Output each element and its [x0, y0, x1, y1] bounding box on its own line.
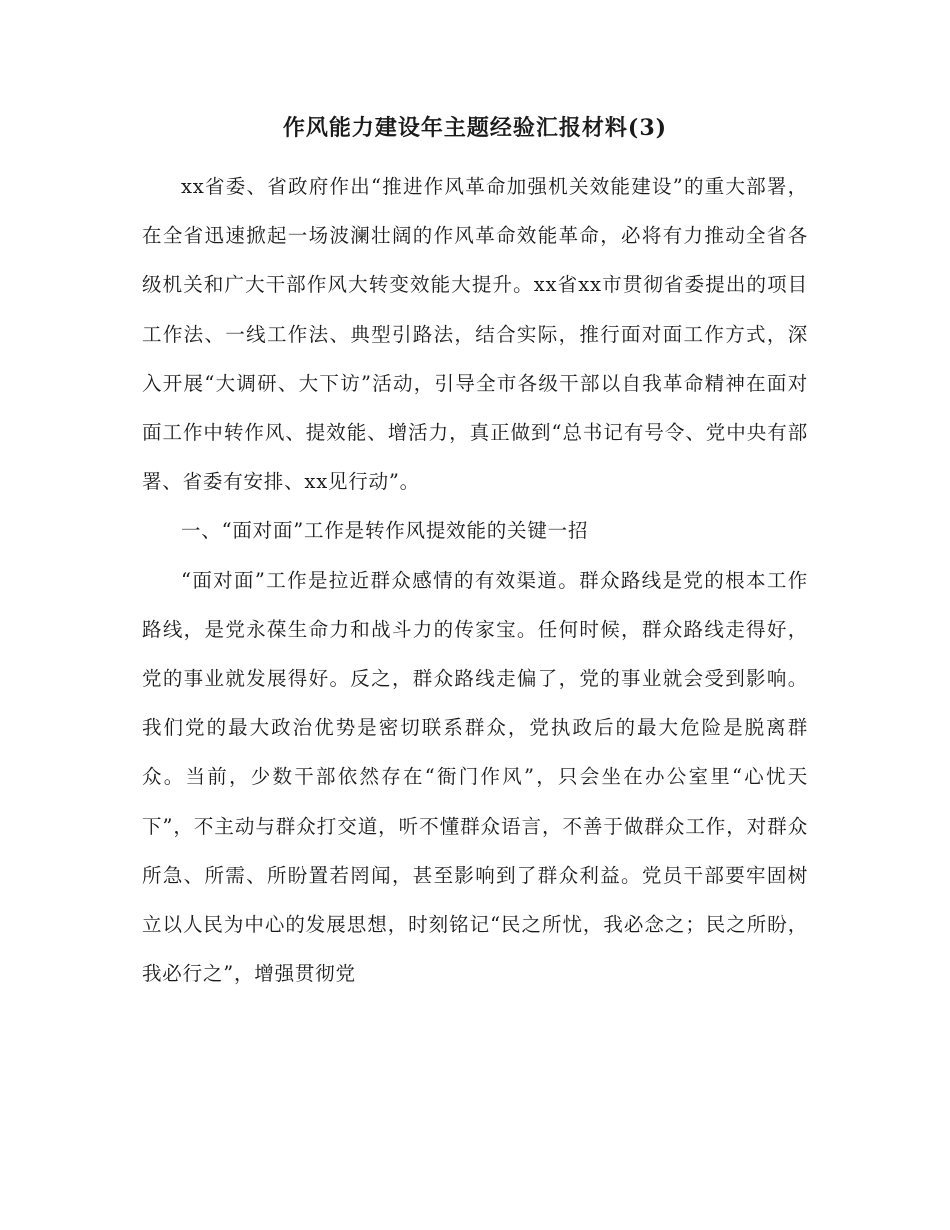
paragraph-intro: xx省委、省政府作出“推进作风革命加强机关效能建设”的重大部署，在全省迅速掀起一场波澜壮阔的作风革命效能革命，必将有力推动全省各级机关和广大干部作风大转变效能大提升。xx省xx市贯彻省委提出的项目工作法、一线工作法、典型引路法，结合实际，推行面对面工作方式，深入开展“大调研、大下访”活动，引导全市各级干部以自我革命精神在面对面工作中转作风、提效能、增活力，真正做到“总书记有号令、党中央有部署、省委有安排、xx见行动”。 — [142, 175, 808, 494]
section-heading: 一、“面对面”工作是转作风提效能的关键一招 — [181, 519, 589, 543]
paragraph-mass-line: “面对面”工作是拉近群众感情的有效渠道。群众路线是党的根本工作路线，是党永葆生命力和战斗力的传家宝。任何时候，群众路线走得好，党的事业就发展得好。反之，群众路线走偏了，党的事业就会受到影响。我们党的最大政治优势是密切联系群众，党执政后的最大危险是脱离群众。当前，少数干部依然存在“衙门作风”，只会坐在办公室里“心忧天下”，不主动与群众打交道，听不懂群众语言，不善于做群众工作，对群众所急、所需、所盼置若罔闻，甚至影响到了群众利益。党员干部要牢固树立以人民为中心的发展思想，时刻铭记“民之所忧，我必念之；民之所盼，我必行之”，增强贯彻党 — [142, 568, 808, 986]
document-title: 作风能力建设年主题经验汇报材料(3) — [282, 115, 668, 141]
document-body — [142, 162, 808, 998]
